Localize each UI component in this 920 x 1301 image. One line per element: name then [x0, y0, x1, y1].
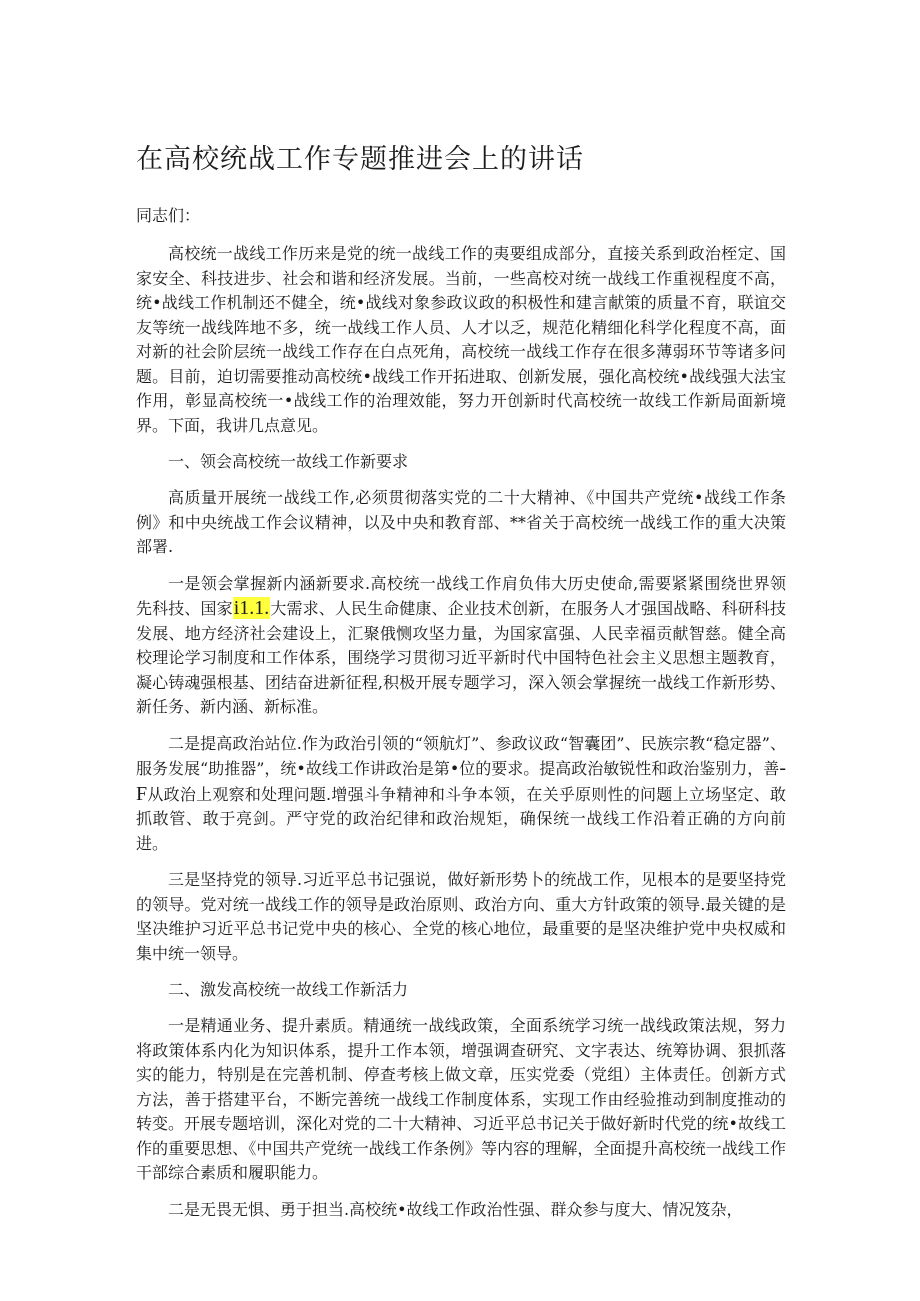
paragraph-intro: 高校统一战线工作历来是党的统一战线工作的夷要组成部分，直接关系到政治桎定、国家安全、科技进步、社会和谐和经济发展。当前，一些高校对统一战线工作重视程度不高，统•战线工作机制还不健全，统•战线对象参政议政的积极性和建言献策的质量不育，联谊交友等统一战线阵地不多，统一战线工作人员、人才以乏，规范化精细化科学化程度不高，面对新的社会阶层统一战线工作存在白点死角，高校统一战线工作存在很多薄弱环节等诸多问题。目前，迫切需要推动高校统•战线工作开拓进取、创新发展，强化高校统•战线强大法宝作用，彰显高校统一•战线工作的治理效能，努力开创新时代高校统一故线工作新局面新境界。下面，我讲几点意见。: [136, 244, 786, 435]
section-heading-1: 一、领会高校统一故线工作新要求: [168, 452, 409, 471]
paragraph-point-2-text-b: 从政治上观察和处理问题.增强斗争精神和斗争本领，在关乎原则性的问题上立场坚定、敢抓敢管、敢于亮剑。严守党的政治纪律和政治规矩，确保统一战线工作沿着正确的方向前进。: [136, 784, 786, 853]
paragraph-point-1-text-a: 一是领会掌握新内涵新要求.高校统一战线工作肩负伟大历史使命,需要紧紧围绕世界领先科技、国家: [136, 573, 786, 618]
paragraph-point-2-text-a: 二是提高政治站位.作为政治引领的“领航灯”、参政议政“智囊团”、民族宗教“稳定器”、服务发展“助推器”，统•故线工作讲政治是第•位的要求。提高政治敏锐性和政治鉴别力，善: [136, 733, 786, 778]
paragraph-point-1: [136, 572, 786, 720]
paragraph-section2-point-1: 一是精通业务、提升素质。精通统一战线政策，全面系统学习统一战线政策法规，努力将政策体系内化为知识体系，提升工作本领，增强调查研究、文字表达、统筹协调、狠抓落实的能力，特别是在完善机制、停查考核上做文章，压实党委（党组）主体责任。创新方式方法，善于搭建平台，不断完善统一战线工作制度体系，实现工作由经验推动到制度推动的转变。开展专题培训，深化对党的二十大精神、习近平总书记关于做好新时代党的统•故线工作的重要思想、《中国共产党统一战线工作条例》等内容的理解，全面提升高校统一战线工作干部综合素质和履职能力。: [136, 1016, 786, 1182]
paragraph-point-3: 三是坚持党的领导.习近平总书记强说，做好新形势卜的统战工作，见根本的是要坚持党的领导。党对统一战线工作的领导是政治原则、政治方向、重大方针政策的领导.最关键的是坚决维护习近平总书记党中央的核心、全党的核心地位，最重要的是坚决维护党中央权威和集中统一领导。: [136, 870, 786, 963]
paragraph-section2-point-2: 二是无畏无惧、勇于担当.高校统•故线工作政治性强、群众参与度大、情况笈杂，: [168, 1199, 743, 1219]
glyph-artifact: -F: [136, 757, 786, 805]
paragraph-point-1-text-b: 大需求、人民生命健康、企业技术创新，在服务人才强国战略、科研科技发展、地方经济社会建设上，汇聚俄恻攻坚力量，为国家富强、人民幸福贡献智慈。健全高校理论学习制度和工作体系，围绕学习贯彻习近平新时代中国特色社会主义思想主题教育，凝心铸魂强根基、团结奋进新征程,积极开展专题学习，深入领会掌握统一战线工作新形势、新任务、新内涵、新标准。: [136, 599, 786, 716]
paragraph-point-2: [136, 732, 786, 857]
paragraph-section1-intro: 高质量开展统一战线工作,必须贯彻落实党的二十大精神、《中国共产党统•战线工作条例》和中央统战工作会议精神，以及中央和教育部、**省关于高校统一战线工作的重大决策部署.: [136, 488, 786, 556]
document-title: 在高校统战工作专题推进会上的讲话: [136, 144, 584, 175]
section-heading-2: 二、激发高校统一故线工作新活力: [168, 980, 409, 999]
highlighted-text: i1.1.: [233, 597, 270, 619]
document-page: [136, 140, 786, 1234]
greeting: 同志们：: [136, 206, 201, 225]
